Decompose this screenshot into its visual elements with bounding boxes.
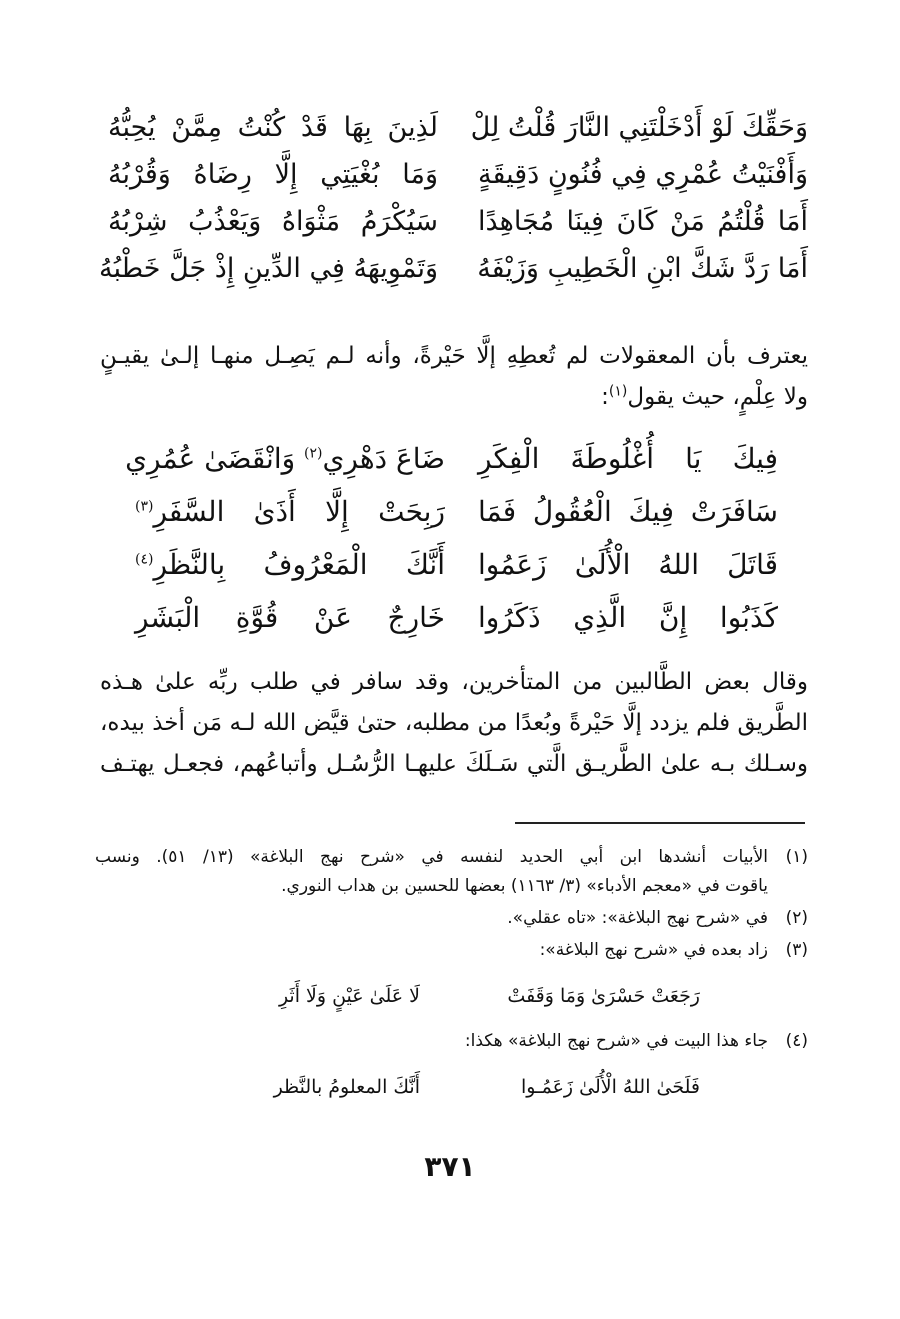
verse xyxy=(108,104,808,151)
paragraph-text: : xyxy=(601,384,609,410)
footnote-verse-first: رَجَعَتْ حَسْرَىٰ وَمَا وَقَفَتْ xyxy=(507,985,700,1007)
verse-first-hemistich: فِيكَ يَا أُغْلُوطَةَ الْفِكَرِ xyxy=(478,442,778,475)
verse-second-hemistich: وَتَمْوِيهَهُ فِي الدِّينِ إِذْ جَلَّ خَطْبُهُ xyxy=(99,253,438,284)
footnote-number: (٤) xyxy=(785,1031,808,1051)
paragraph-intro xyxy=(100,336,808,418)
paragraph-line: وسـلك بـه علىٰ الطَّريـق الَّتي سَـلَكَ عليهـا الرُّسُـل وأتباعُهم، فجعـل يهتـف xyxy=(100,751,808,777)
footnote-text: زاد بعده في «شرح نهج البلاغة»: xyxy=(539,940,768,960)
footnotes xyxy=(95,843,808,1118)
verse xyxy=(135,591,778,644)
footnote-3 xyxy=(95,936,808,1013)
hemistich-text: رَبِحَتْ إِلَّا أَذَىٰ السَّفَرِ xyxy=(153,495,445,528)
hemistich-text: وَانْقَضَىٰ عُمُرِي xyxy=(125,442,305,475)
footnote-verse-second: لَا عَلَىٰ عَيْنٍ وَلَا أَثَرِ xyxy=(278,985,420,1007)
footnote-1 xyxy=(95,843,808,901)
footnote-marker[interactable]: (٣) xyxy=(135,498,154,515)
verse-first-hemistich: أَمَا رَدَّ شَكَّ ابْنِ الْخَطِيبِ وَزَيْفَهُ xyxy=(477,253,808,284)
verse-first-hemistich: كَذَبُوا إِنَّ الَّذِي ذَكَرُوا xyxy=(478,601,778,634)
verse-first-hemistich: وَأَفْنَيْتُ عُمْرِي فِي فُنُونٍ دَقِيقَةٍ xyxy=(478,159,808,190)
hemistich-text: أَنَّكَ الْمَعْرُوفُ بِالنَّظَرِ xyxy=(153,548,445,581)
verse xyxy=(135,485,778,538)
verse xyxy=(108,198,808,245)
paragraph-text: ولا عِلْمٍ، حيث يقول xyxy=(627,384,808,410)
footnote-number: (٢) xyxy=(785,908,808,928)
footnote-marker[interactable]: (٢) xyxy=(304,445,323,462)
verse-second-hemistich xyxy=(135,485,445,538)
footnote-line: ياقوت في «معجم الأدباء» (٣/ ١١٦٣) بعضها للحسين بن هداب النوري. xyxy=(281,876,768,896)
footnote-4 xyxy=(95,1027,808,1104)
footnote-verse xyxy=(95,1070,808,1104)
verse xyxy=(125,432,778,485)
verse xyxy=(99,245,808,292)
footnote-text: الأبيات أنشدها ابن أبي الحديد لنفسه في «شرح نهج البلاغة» (١٣/ ٥١). ونسب xyxy=(95,847,768,867)
paragraph-body xyxy=(100,662,808,785)
footnote-text: جاء هذا البيت في «شرح نهج البلاغة» هكذا: xyxy=(464,1031,768,1051)
footnote-verse xyxy=(95,979,808,1013)
footnote-verse-first: فَلَحَىٰ اللهُ الْأُلَىٰ زَعَمُـوا xyxy=(520,1076,700,1098)
footnote-line xyxy=(95,904,808,933)
footnote-2 xyxy=(95,904,808,933)
verse-second-hemistich: وَمَا بُغْيَتِي إِلَّا رِضَاهُ وَقُرْبُهُ xyxy=(108,159,438,190)
verse-first-hemistich: قَاتَلَ اللهُ الْأُلَىٰ زَعَمُوا xyxy=(478,548,778,581)
footnote-marker[interactable]: (٤) xyxy=(135,551,154,568)
verse xyxy=(108,151,808,198)
poem-top xyxy=(99,104,808,292)
poem-bottom xyxy=(125,432,778,644)
hemistich-text: ضَاعَ دَهْرِي xyxy=(322,442,445,475)
verse-second-hemistich: لَذِينَ بِهَا قَدْ كُنْتُ مِمَّنْ يُحِبُّهُ xyxy=(108,112,438,143)
footnote-verse-second: أَنَّكَ المعلومُ بالنَّظر xyxy=(273,1076,420,1098)
paragraph-line: الطَّريق فلم يزدد إلَّا حَيْرةً وبُعدًا من مطلبه، حتىٰ قيَّض الله لـه مَن أخذ بيده، xyxy=(100,710,808,736)
footnote-line xyxy=(95,843,808,872)
verse-second-hemistich: خَارِجٌ عَنْ قُوَّةِ الْبَشَرِ xyxy=(135,601,445,634)
verse-second-hemistich xyxy=(125,432,445,485)
footnote-text: في «شرح نهج البلاغة»: «تاه عقلي». xyxy=(507,908,768,928)
verse-second-hemistich: سَيُكْرَمُ مَثْوَاهُ وَيَعْذُبُ شِرْبُهُ xyxy=(108,206,438,237)
verse-second-hemistich xyxy=(135,538,445,591)
paragraph-line xyxy=(100,377,808,418)
footnote-line xyxy=(95,936,808,965)
footnote-marker[interactable]: (١) xyxy=(608,383,628,400)
footnote-line xyxy=(95,1027,808,1056)
footnote-number: (٣) xyxy=(785,940,808,960)
verse xyxy=(135,538,778,591)
paragraph-line: يعترف بأن المعقولات لم تُعطِهِ إلَّا حَيْرةً، وأنه لـم يَصِـل منهـا إلـىٰ يقيـنٍ xyxy=(100,343,808,369)
paragraph-line: وقال بعض الطَّالبين من المتأخرين، وقد سافر في طلب ربِّه علىٰ هـذه xyxy=(100,669,808,695)
footnote-separator xyxy=(515,822,805,824)
verse-first-hemistich: وَحَقِّكَ لَوْ أَدْخَلْتَنِي النَّارَ قُلْتُ لِلْ xyxy=(470,112,808,143)
footnote-number: (١) xyxy=(785,847,808,867)
verse-first-hemistich: سَافَرَتْ فِيكَ الْعُقُولُ فَمَا xyxy=(478,495,778,528)
verse-first-hemistich: أَمَا قُلْتُمُ مَنْ كَانَ فِينَا مُجَاهِدًا xyxy=(478,206,808,237)
page-number: ٣٧١ xyxy=(424,1150,476,1183)
